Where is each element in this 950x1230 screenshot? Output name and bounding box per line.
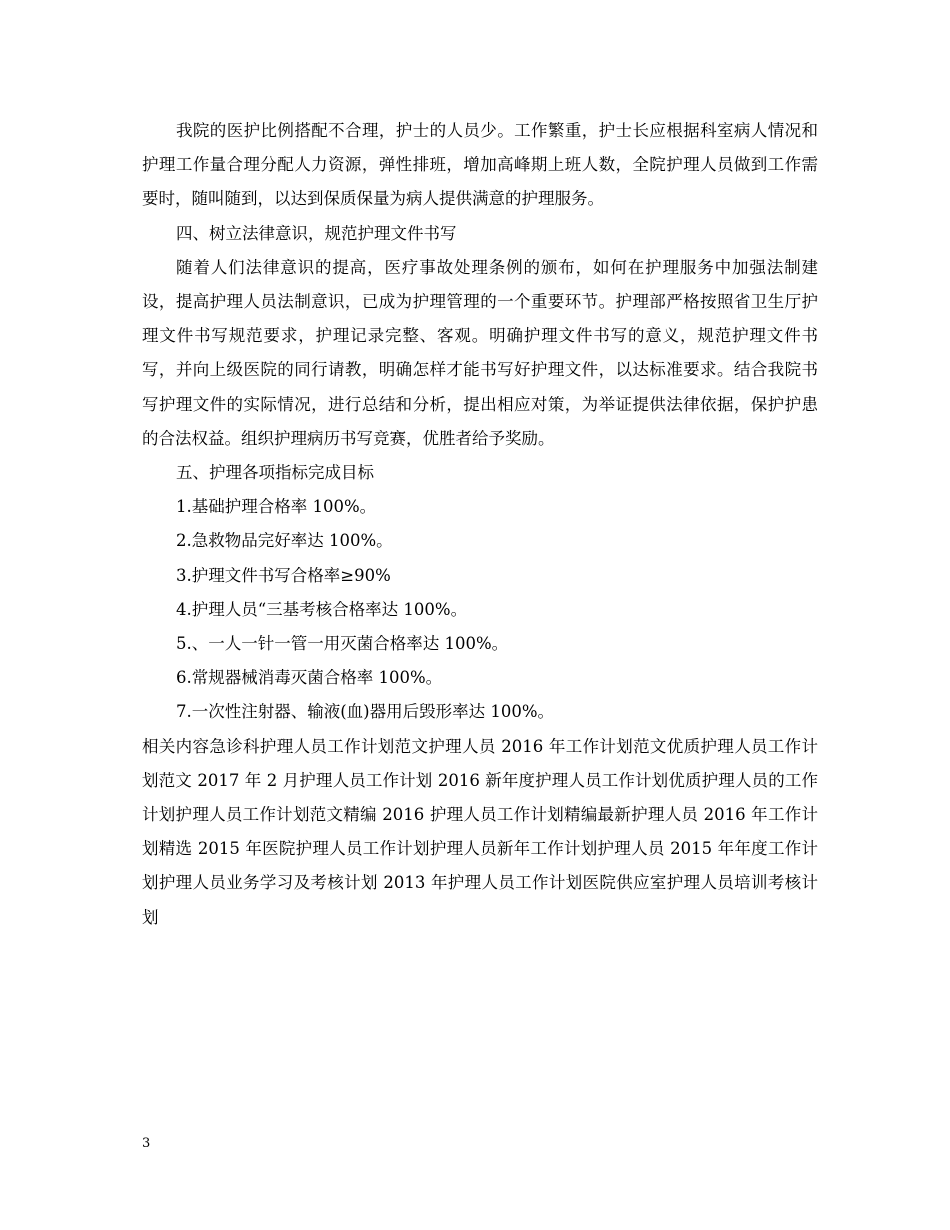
list-item: 1.基础护理合格率 100%。 [176,497,377,517]
document-body [142,114,818,935]
page-number: 3 [142,1136,151,1151]
paragraph-legal: 随着人们法律意识的提高，医疗事故处理条例的颁布，如何在护理服务中加强法制建设，提高护理人员法制意识，已成为护理管理的一个重要环节。护理部严格按照省卫生厅护理文件书写规范要求，护理记录完整、客观。明确护理文件书写的意义，规范护理文件书写，并向上级医院的同行请教，明确怎样才能书写好护理文件，以达标准要求。结合我院书写护理文件的实际情况，进行总结和分析，提出相应对策，为举证提供法律依据，保护护患的合法权益。组织护理病历书写竞赛，优胜者给予奖励。 [142,257,818,448]
section-heading-legal: 四、树立法律意识，规范护理文件书写 [176,223,457,243]
related-content: 相关内容急诊科护理人员工作计划范文护理人员 2016 年工作计划范文优质护理人员工作计划范文 2017 年 2 月护理人员工作计划 2016 新年度护理人员工作计划优质护理人员的工作计划护理人员工作计划范文精编 2016 护理人员工作计划精编最新护理人员 2016 年工作计划精选 2015 年医院护理人员工作计划护理人员新年工作计划护理人员 2015 年年度工作计划护理人员业务学习及考核计划 2013 年护理人员工作计划医院供应室护理人员培训考核计划 [142,736,818,927]
list-item: 2.急救物品完好率达 100%。 [176,531,393,551]
paragraph-staffing: 我院的医护比例搭配不合理，护士的人员少。工作繁重，护士长应根据科室病人情况和护理工作量合理分配人力资源，弹性排班，增加高峰期上班人数，全院护理人员做到工作需要时，随叫随到，以达到保质保量为病人提供满意的护理服务。 [142,121,818,209]
list-item: 3.护理文件书写合格率≥90% [176,565,391,585]
section-heading-targets: 五、护理各项指标完成目标 [176,463,374,483]
list-item: 7.一次性注射器、输液(血)器用后毁形率达 100%。 [176,702,555,722]
list-item: 6.常规器械消毒灭菌合格率 100%。 [176,668,443,688]
list-item: 5.、一人一针一管一用灭菌合格率达 100%。 [176,634,509,654]
list-item: 4.护理人员“三基考核合格率达 100%。 [176,599,468,619]
